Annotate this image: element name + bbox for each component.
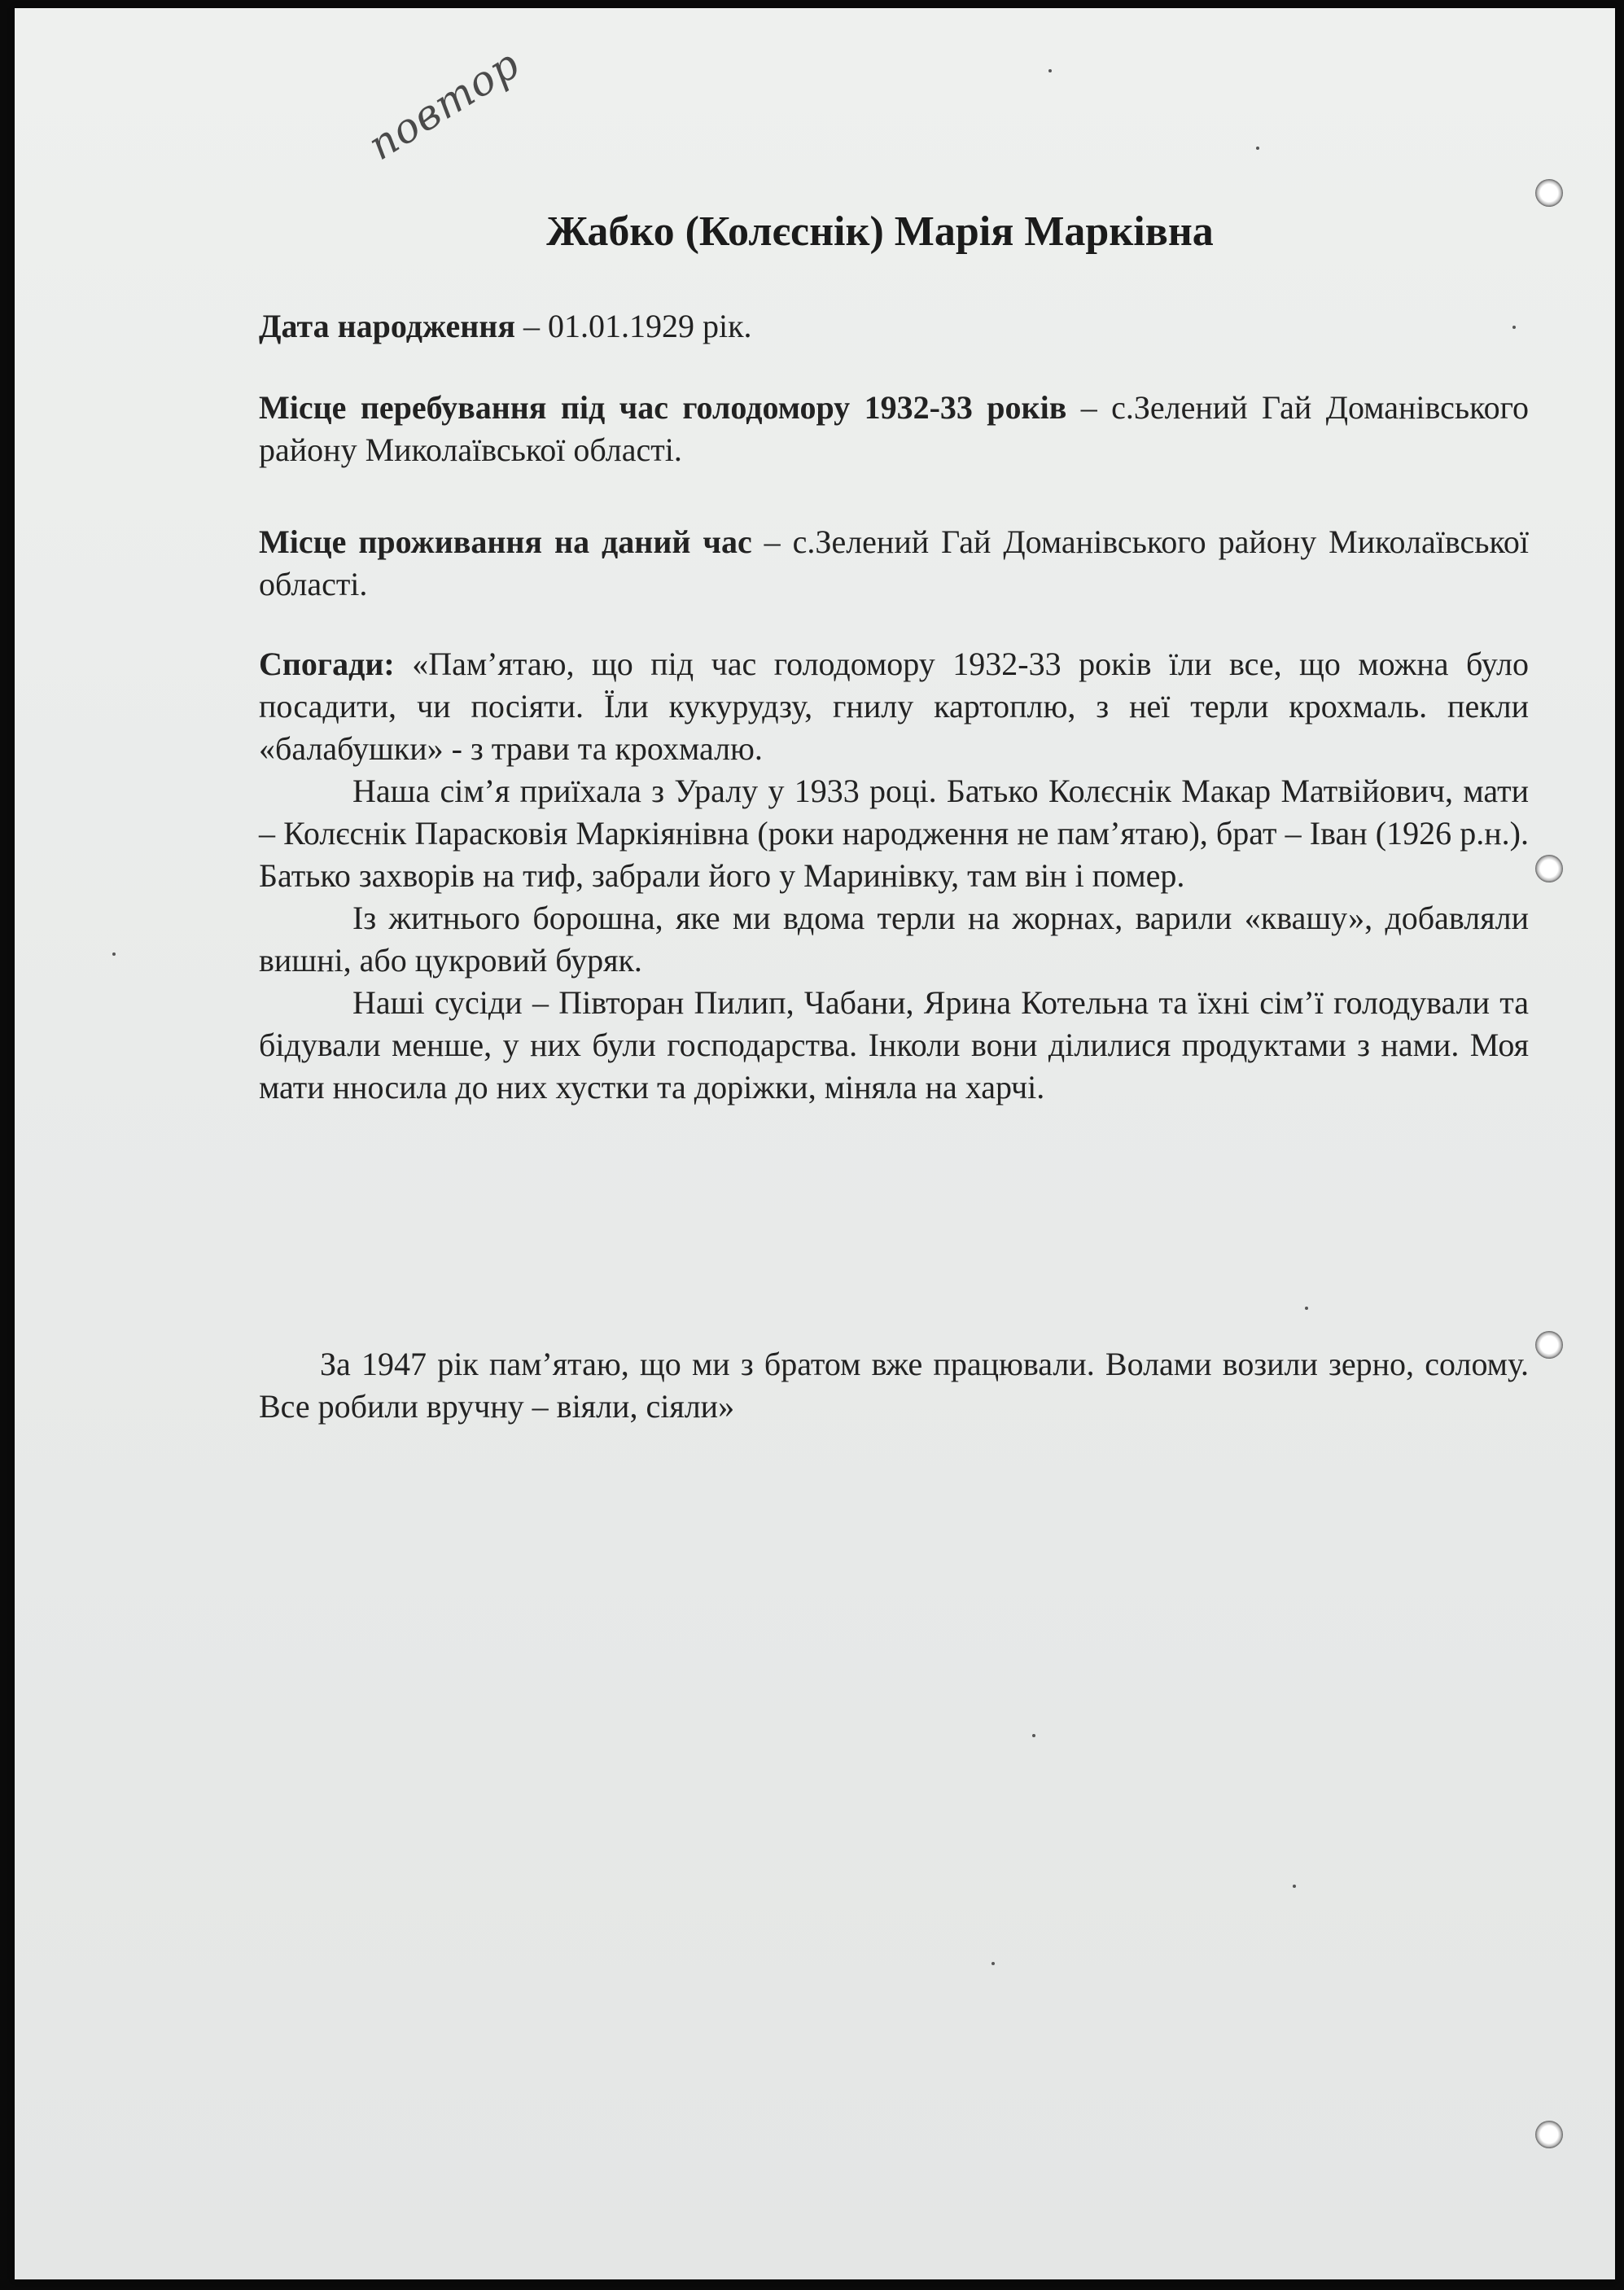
document-title: Жабко (Колєснік) Марія Марківна — [546, 208, 1214, 255]
paper-speck — [1293, 1885, 1296, 1888]
birth-date-label: Дата народження — [259, 308, 515, 344]
famine-place-value: с.Зелений Гай Доманівського району Миколаївської області. — [259, 389, 1529, 468]
paper-speck — [1032, 1734, 1035, 1737]
paper-speck — [1305, 1307, 1308, 1310]
birth-date-dash: – — [514, 308, 548, 344]
memories-paragraph: Із житнього борошна, яке ми вдома терли на жорнах, варили «квашу», добавляли вишні, або цукровий буряк. — [259, 900, 1529, 979]
paper-speck — [112, 952, 116, 956]
memories-paragraph — [259, 643, 1529, 770]
current-place-value: с.Зелений Гай Доманівського району Миколаївської області. — [259, 523, 1529, 602]
birth-date-value: 01.01.1929 рік. — [547, 308, 752, 344]
paper-speck — [1048, 69, 1052, 72]
current-place-dash: – — [751, 523, 793, 560]
current-place-label: Місце проживання на даний час — [259, 523, 752, 560]
famine-place-dash: – — [1066, 389, 1112, 426]
memories-label: Спогади: — [259, 646, 395, 682]
famine-place-line — [259, 387, 1529, 471]
punch-hole — [1535, 855, 1563, 882]
birth-date-line — [259, 305, 1529, 348]
paper-speck — [1512, 326, 1516, 329]
memories-paragraph-text: «Пам’ятаю, що під час голодомору 1932-33 років їли все, що можна було посадити, чи посіяти. Їли кукурудзу, гнилу картоплю, з неї терли крохмаль. пекли «балабушки» - з трави та крохмалю. — [259, 646, 1529, 767]
memories-paragraph: Наші сусіди – Півторан Пилип, Чабани, Ярина Котельна та їхні сім’ї голодували та бідували менше, у них були господарства. Інколи вони ділилися продуктами з нами. Моя мати нносила до них хустки та доріжки, міняла на харчі. — [259, 984, 1529, 1106]
punch-hole — [1535, 2121, 1563, 2148]
famine-place-label: Місце перебування під час голодомору 1932-33 років — [259, 389, 1067, 426]
year-1947-paragraph: За 1947 рік пам’ятаю, що ми з братом вже працювали. Волами возили зерно, солому. Все робили вручну – віяли, сіяли» — [259, 1346, 1529, 1425]
document-page — [15, 8, 1615, 2279]
memories-section — [259, 643, 1529, 1109]
punch-hole — [1535, 179, 1563, 207]
handwritten-note: повтор — [360, 40, 528, 169]
current-place-line — [259, 521, 1529, 606]
paper-speck — [991, 1962, 995, 1965]
year-1947-section — [259, 1343, 1529, 1428]
punch-hole — [1535, 1331, 1563, 1359]
memories-paragraph: Наша сім’я приїхала з Уралу у 1933 році. Батько Колєснік Макар Матвійович, мати – Колєснік Парасковія Маркіянівна (роки народження не пам’ятаю), брат – Іван (1926 р.н.). Батько захворів на тиф, забрали його у Маринівку, там він і помер. — [259, 773, 1529, 894]
paper-speck — [1256, 147, 1259, 150]
